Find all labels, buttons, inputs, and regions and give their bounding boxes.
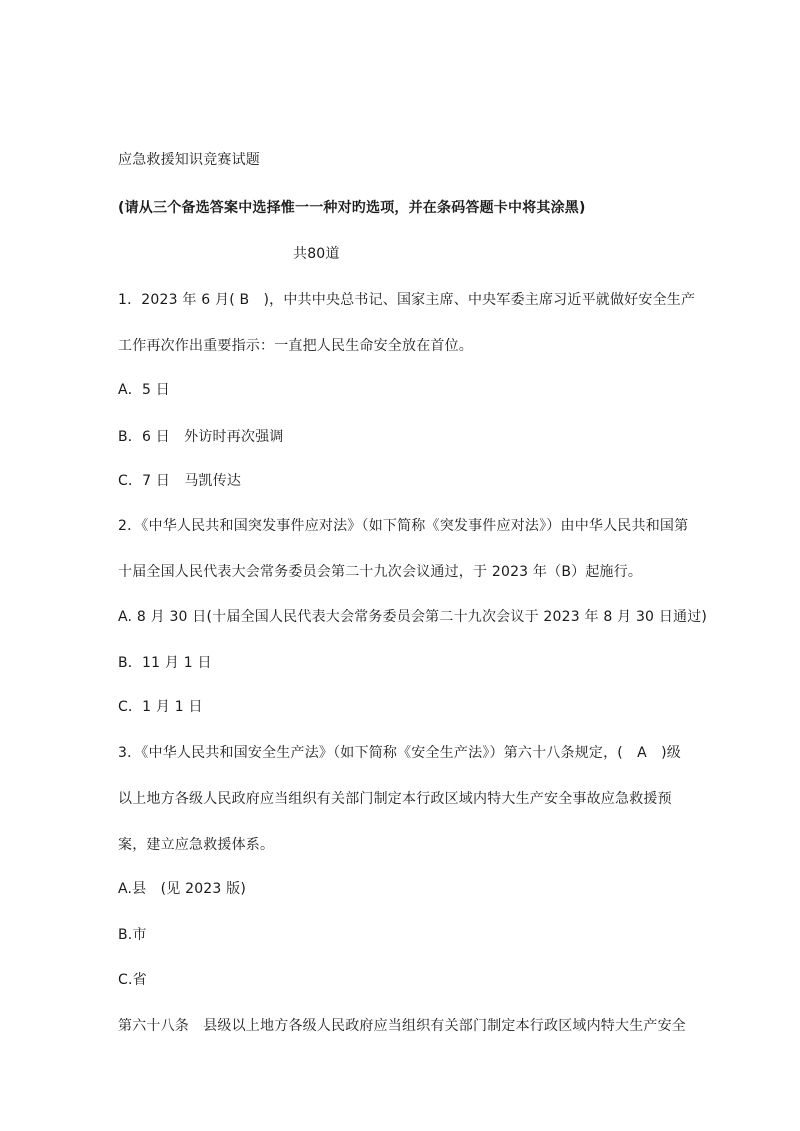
instructions-text: (请从三个备选答案中选择惟一一种对旳选项，并在条码答题卡中将其涂黑) [118,200,586,216]
article-note: 第六十八条 县级以上地方各级人民政府应当组织有关部门制定本行政区域内特大生产安全 [118,1018,686,1034]
question-3-stem-line-2: 以上地方各级人民政府应当组织有关部门制定本行政区域内特大生产安全事故应急救援预 [118,791,672,807]
question-3-option-a: A.县 (见 2023 版) [118,881,247,897]
question-count: 共80道 [293,246,340,262]
question-2-option-c: C．1 月 1 日 [118,699,203,715]
question-2-option-b: B．11 月 1 日 [118,655,212,671]
question-1-option-b: B．6 日 外访时再次强调 [118,429,284,445]
question-1-stem-line-1: 1．2023 年 6 月( B )，中共中央总书记、国家主席、中央军委主席习近平就做好安全生产 [118,292,696,308]
question-2-stem-line-2: 十届全国人民代表大会常务委员会第二十九次会议通过，于 2023 年（B）起施行。 [118,564,643,580]
question-2-stem-line-1: 2．《中华人民共和国突发事件应对法》（如下简称《突发事件应对法》）由中华人民共和国第 [118,518,689,534]
question-3-stem-line-1: 3．《中华人民共和国安全生产法》（如下简称《安全生产法》）第六十八条规定，( A )级 [118,745,682,761]
question-1-option-c: C．7 日 马凯传达 [118,473,242,489]
question-3-option-b: B.市 [118,927,147,943]
question-1-stem-line-2: 工作再次作出重要指示：一直把人民生命安全放在首位。 [118,338,473,354]
question-1-option-a: A．5 日 [118,382,170,398]
question-3-stem-line-3: 案，建立应急救援体系。 [118,837,275,853]
document-title: 应急救援知识竞赛试题 [118,152,260,168]
question-2-option-a: A. 8 月 30 日(十届全国人民代表大会常务委员会第二十九次会议于 2023 年 8 月 30 日通过) [118,609,708,625]
question-3-option-c: C.省 [118,972,147,988]
